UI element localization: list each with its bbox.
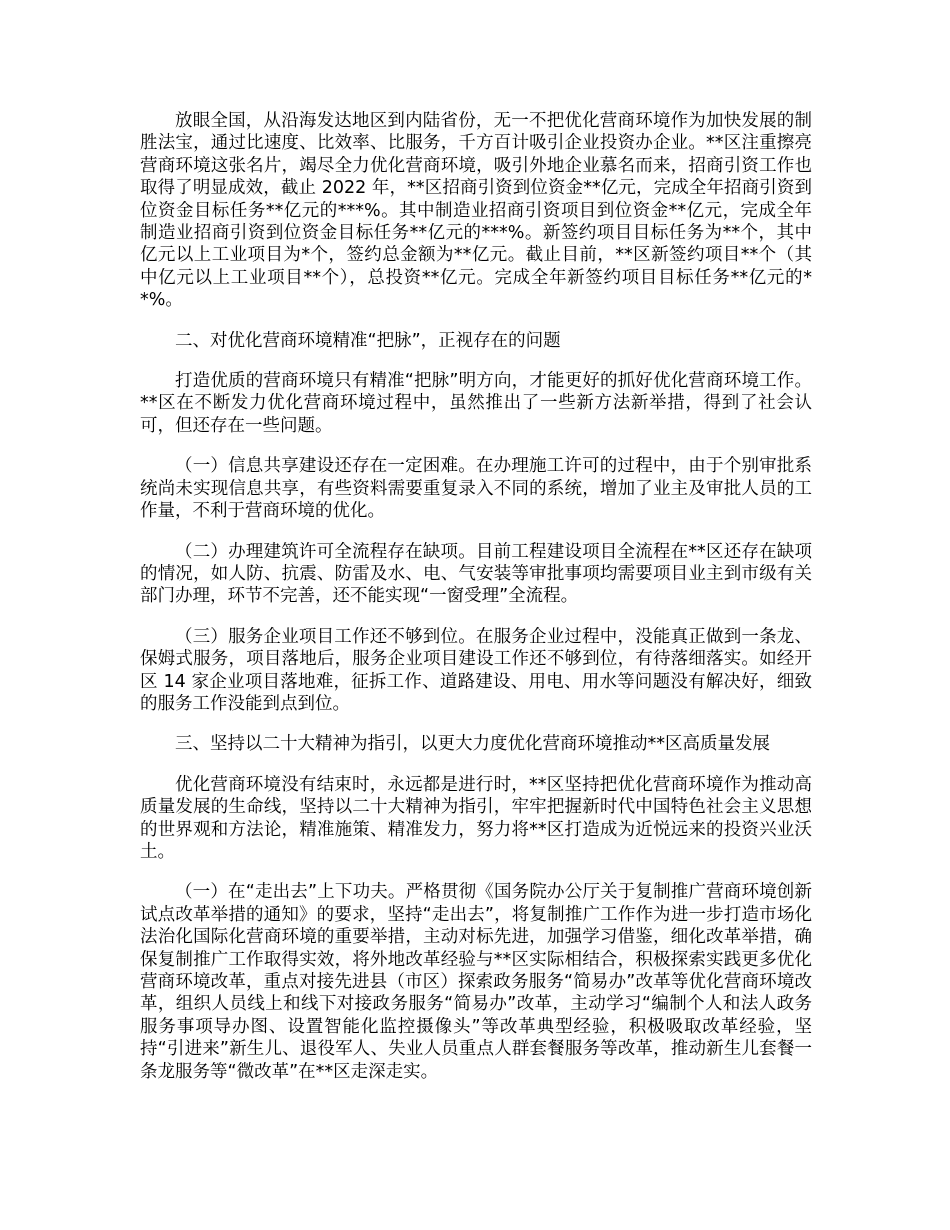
paragraph-measure-1: （一）在“走出去”上下功夫。严格贯彻《国务院办公厅关于复制推广营商环境创新试点改革举措的通知》的要求，坚持“走出去”，将复制推广工作作为进一步打造市场化法治化国际化营商环境的重要举措，主动对标先进，加强学习借鉴，细化改革举措，确保复制推广工作取得实效，将外地改革经验与**区实际相结合，积极探索实践更多优化营商环境改革，重点对接先进县（市区）探索政务服务“简易办”改革等优化营商环境改革，组织人员线上和线下对接政务服务“简易办”改革，主动学习“编制个人和法人政务服务事项导办图、设置智能化监控摄像头”等改革典型经验，积极吸取改革经验，坚持“引进来”新生儿、退役军人、失业人员重点人群套餐服务等改革，推动新生儿套餐一条龙服务等“微改革”在**区走深走实。 [140,882,812,1082]
paragraph-intro: 放眼全国，从沿海发达地区到内陆省份，无一不把优化营商环境作为加快发展的制胜法宝，通过比速度、比效率、比服务，千方百计吸引企业投资办企业。**区注重擦亮营商环境这张名片，竭尽全力优化营商环境，吸引外地企业慕名而来，招商引资工作也取得了明显成效，截止 2022 年，**区招商引资到位资金**亿元，完成全年招商引资到位资金目标任务**亿元的***%。其中制造业招商引资项目到位资金**亿元，完成全年制造业招商引资到位资金目标任务**亿元的***%。新签约项目目标任务为**个，其中亿元以上工业项目为*个，签约总金额为**亿元。截止目前，**区新签约项目**个（其中亿元以上工业项目**个），总投资**亿元。完成全年新签约项目目标任务**亿元的**%。 [140,111,812,311]
section-heading-3: 三、坚持以二十大精神为指引，以更大力度优化营商环境推动**区高质量发展 [175,734,770,755]
document-body [140,110,812,1101]
section-heading-2: 二、对优化营商环境精准“把脉”，正视存在的问题 [175,330,561,351]
paragraph-issue-3: （三）服务企业项目工作还不够到位。在服务企业过程中，没能真正做到一条龙、保姆式服务，项目落地后，服务企业项目建设工作还不够到位，有待落细落实。如经开区 14 家企业项目落地难，征拆工作、道路建设、用电、用水等问题没有解决好，细致的服务工作没能到点到位。 [140,626,812,714]
paragraph-section-3-intro: 优化营商环境没有结束时，永远都是进行时，**区坚持把优化营商环境作为推动高质量发展的生命线，坚持以二十大精神为指引，牢牢把握新时代中国特色社会主义思想的世界观和方法论，精准施策、精准发力，努力将**区打造成为近悦远来的投资兴业沃土。 [140,774,812,862]
paragraph-issue-1: （一）信息共享建设还存在一定困难。在办理施工许可的过程中，由于个别审批系统尚未实现信息共享，有些资料需要重复录入不同的系统，增加了业主及审批人员的工作量，不利于营商环境的优化。 [140,456,812,522]
paragraph-section-2-intro: 打造优质的营商环境只有精准“把脉”明方向，才能更好的抓好优化营商环境工作。**区在不断发力优化营商环境过程中，虽然推出了一些新方法新举措，得到了社会认可，但还存在一些问题。 [140,371,812,436]
paragraph-issue-2: （二）办理建筑许可全流程存在缺项。目前工程建设项目全流程在**区还存在缺项的情况，如人防、抗震、防雷及水、电、气安装等审批事项均需要项目业主到市级有关部门办理，环节不完善，还不能实现“一窗受理”全流程。 [140,541,812,607]
